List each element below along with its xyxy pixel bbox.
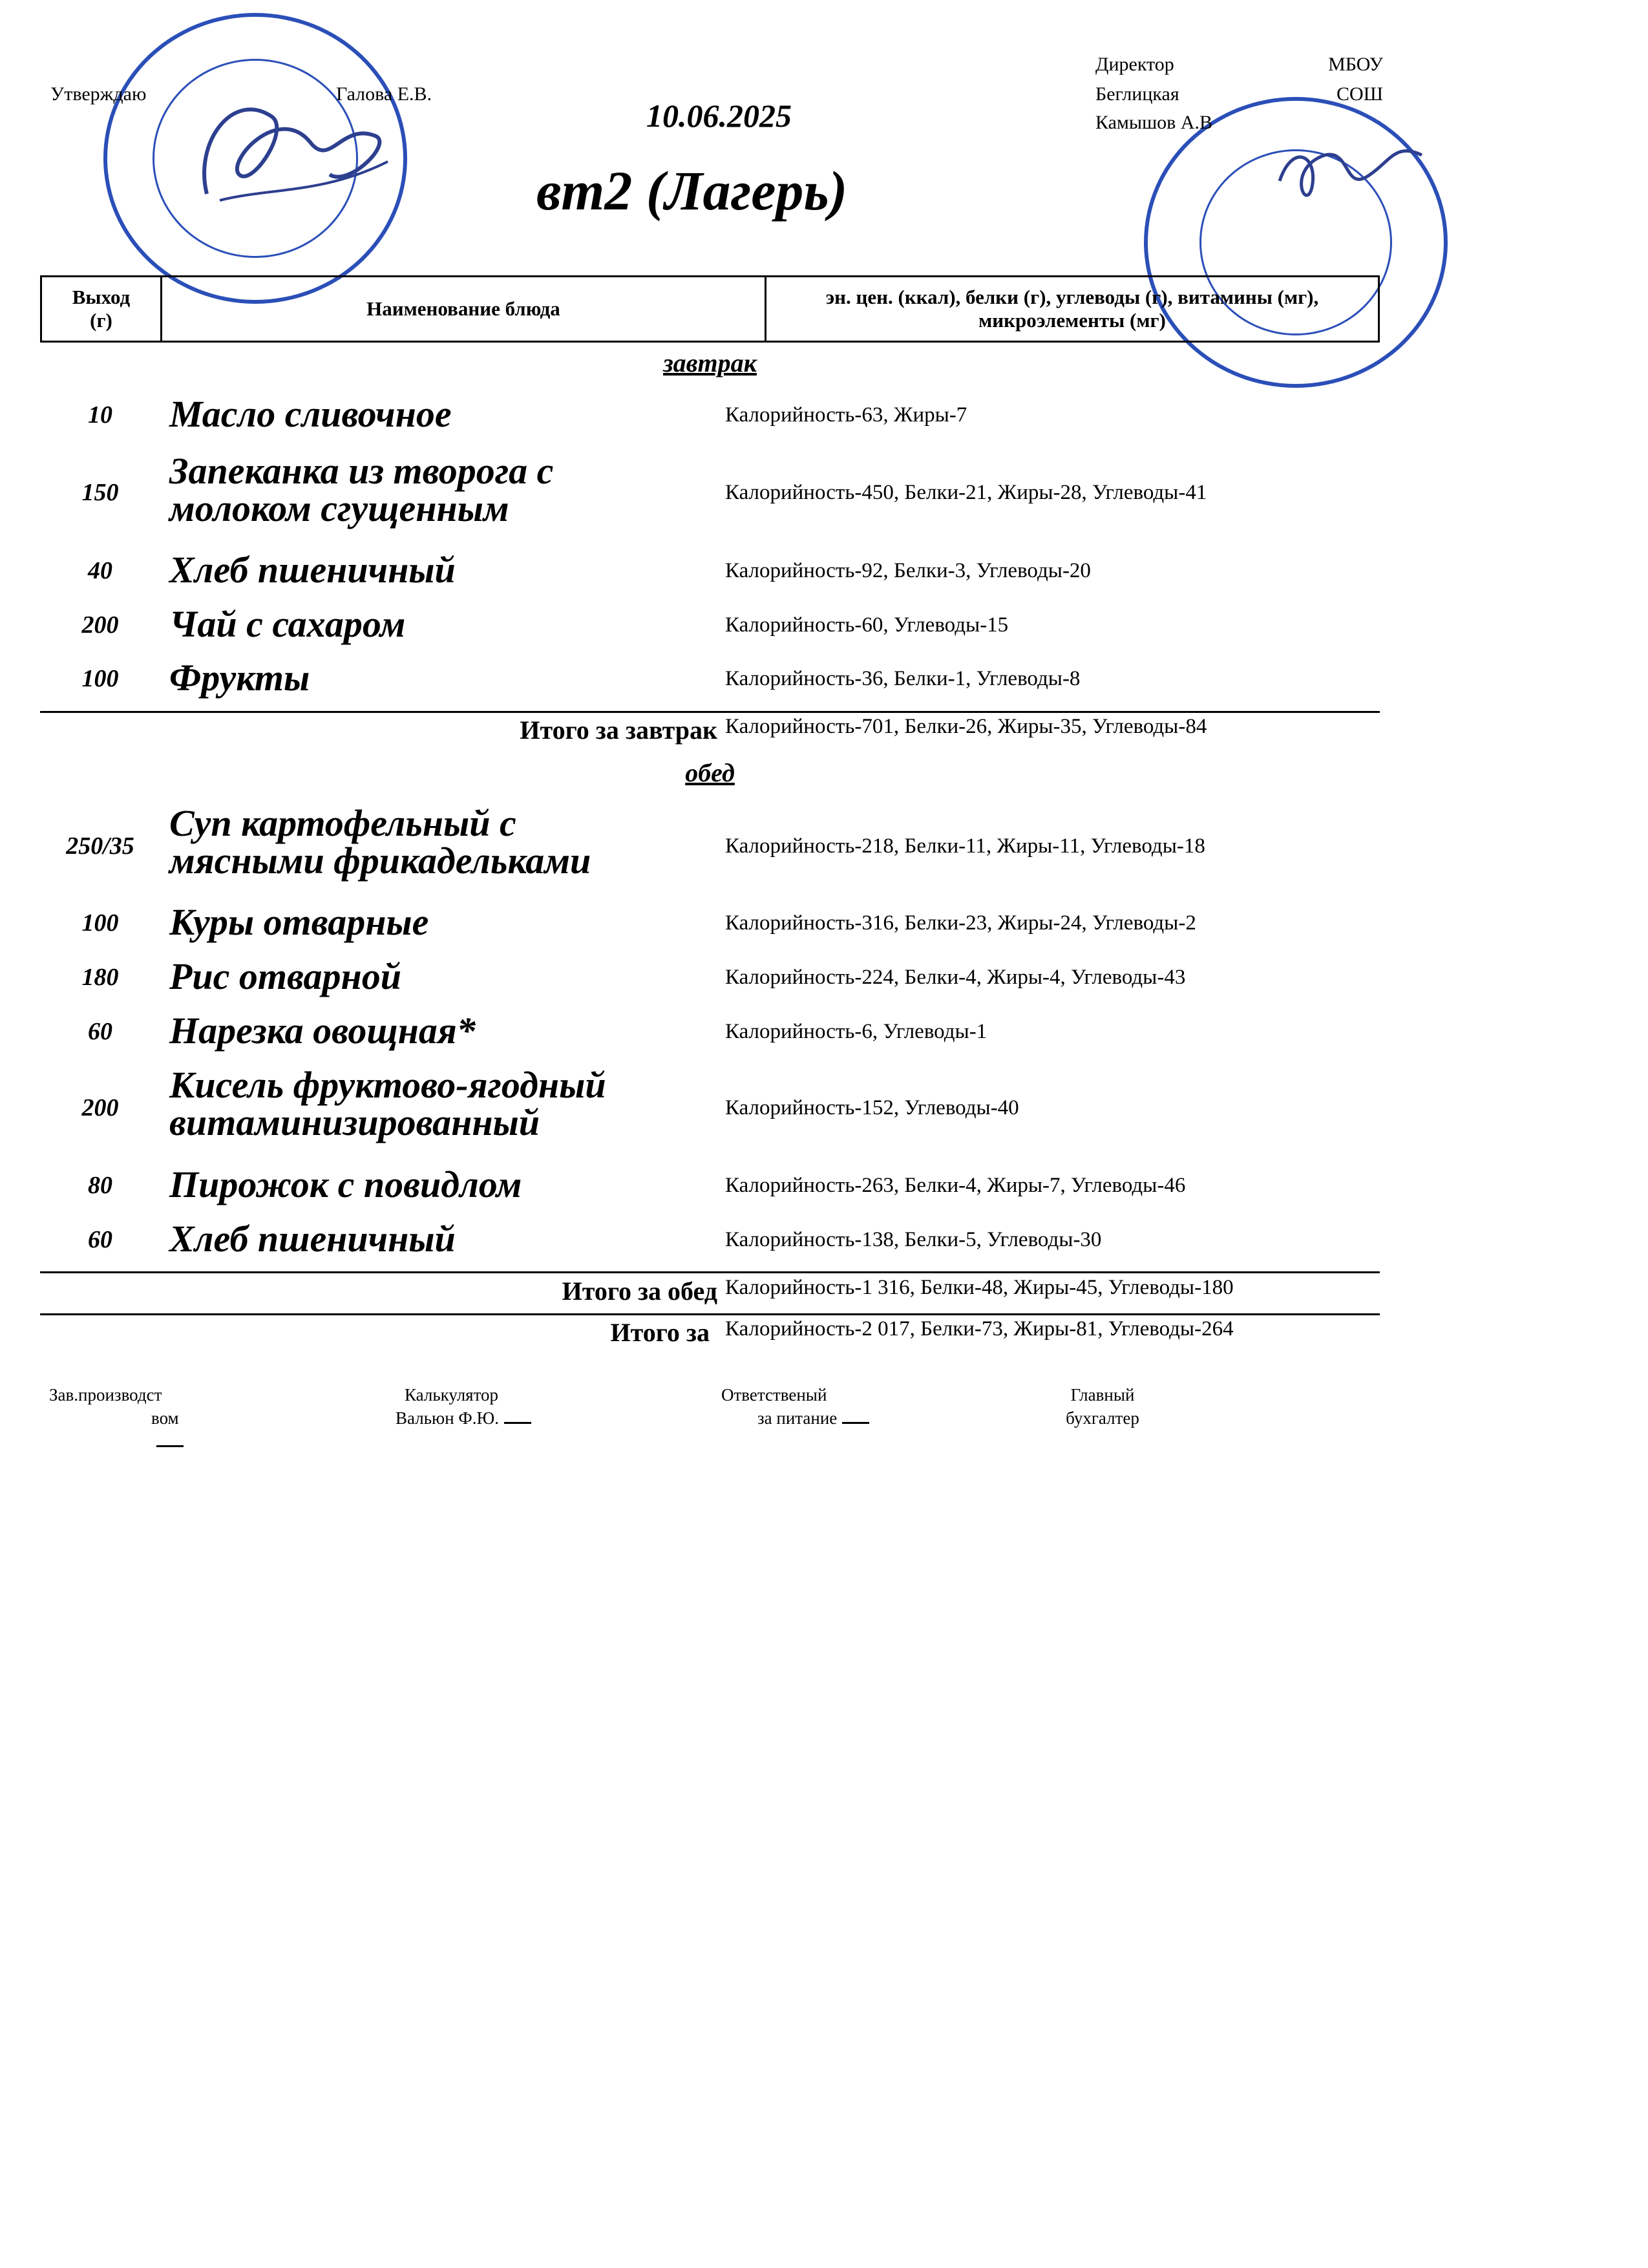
item-name: Пирожок с повидлом bbox=[169, 1163, 522, 1205]
right-signature bbox=[1267, 116, 1435, 220]
item-name: Суп картофельный с мясными фрикадельками bbox=[169, 802, 591, 882]
table-header bbox=[40, 275, 1380, 343]
item-weight: 200 bbox=[81, 1094, 119, 1121]
item-values: Калорийность-218, Белки-11, Жиры-11, Углеводы-18 bbox=[725, 834, 1205, 858]
col-name-header: Наименование блюда bbox=[162, 277, 766, 341]
section-title-breakfast: завтрак bbox=[663, 348, 757, 377]
item-name: Запеканка из творога с молоком сгущенным bbox=[169, 450, 554, 529]
production-head-signature bbox=[49, 1383, 204, 1453]
item-weight: 200 bbox=[81, 611, 119, 639]
item-values: Калорийность-152, Углеводы-40 bbox=[725, 1096, 1019, 1119]
item-weight: 60 bbox=[88, 1226, 112, 1253]
item-name: Нарезка овощная* bbox=[169, 1010, 476, 1052]
calculator-signature bbox=[396, 1383, 589, 1430]
item-values: Калорийность-36, Белки-1, Углеводы-8 bbox=[725, 667, 1081, 690]
item-name: Хлеб пшеничный bbox=[169, 1218, 456, 1260]
director-block bbox=[1095, 53, 1212, 134]
item-weight: 80 bbox=[88, 1172, 112, 1199]
item-weight: 10 bbox=[88, 401, 112, 429]
breakfast-total-values: Калорийность-701, Белки-26, Жиры-35, Углеводы-84 bbox=[725, 715, 1207, 738]
item-weight: 100 bbox=[81, 665, 119, 692]
menu-date: 10.06.2025 bbox=[646, 98, 792, 134]
item-weight: 40 bbox=[88, 557, 112, 584]
item-weight: 100 bbox=[81, 909, 119, 937]
accountant-line-1: Главный bbox=[1070, 1385, 1135, 1404]
accountant-line-2: бухгалтер bbox=[1066, 1408, 1139, 1428]
item-values: Калорийность-63, Жиры-7 bbox=[725, 403, 967, 427]
divider bbox=[40, 711, 1380, 713]
signature-line bbox=[156, 1431, 184, 1447]
director-line-3: Камышов А.В bbox=[1095, 112, 1213, 133]
signature-line bbox=[842, 1408, 869, 1424]
section-title-lunch: обед bbox=[685, 758, 735, 787]
calculator-line-1: Калькулятор bbox=[405, 1385, 499, 1404]
item-name: Чай с сахаром bbox=[169, 603, 406, 645]
approver-name: Галова Е.В. bbox=[336, 83, 432, 105]
item-values: Калорийность-6, Углеводы-1 bbox=[725, 1020, 988, 1043]
accountant-signature bbox=[1038, 1383, 1167, 1430]
director-line-2: Беглицкая bbox=[1095, 83, 1179, 105]
item-values: Калорийность-263, Белки-4, Жиры-7, Углеводы-46 bbox=[725, 1174, 1186, 1197]
approve-label: Утверждаю bbox=[50, 83, 147, 105]
divider bbox=[40, 1271, 1380, 1273]
production-head-line-1: Зав.производст bbox=[49, 1385, 162, 1404]
page-title: вт2 (Лагерь) bbox=[536, 160, 848, 222]
item-weight: 180 bbox=[81, 964, 119, 991]
item-name: Масло сливочное bbox=[169, 393, 452, 435]
item-name: Кисель фруктово-ягодный витаминизированный bbox=[169, 1064, 606, 1143]
item-name: Куры отварные bbox=[169, 901, 429, 943]
calculator-line-2: Вальюн Ф.Ю. bbox=[396, 1408, 499, 1428]
lunch-total-label: Итого за обед bbox=[562, 1277, 717, 1306]
item-name: Фрукты bbox=[169, 657, 310, 699]
divider bbox=[40, 1313, 1380, 1315]
responsible-line-2: за питание bbox=[757, 1408, 838, 1428]
col-values-header: эн. цен. (ккал), белки (г), углеводы (г), витамины (мг), микроэлементы (мг) bbox=[825, 286, 1319, 332]
col-weight-header: Выход (г) bbox=[42, 277, 162, 341]
lunch-total-values: Калорийность-1 316, Белки-48, Жиры-45, Углеводы-180 bbox=[725, 1276, 1234, 1299]
item-values: Калорийность-138, Белки-5, Углеводы-30 bbox=[725, 1228, 1102, 1251]
grand-total-label: Итого за bbox=[610, 1318, 710, 1347]
item-values: Калорийность-224, Белки-4, Жиры-4, Углеводы-43 bbox=[725, 966, 1186, 989]
item-values: Калорийность-92, Белки-3, Углеводы-20 bbox=[725, 559, 1091, 582]
item-weight: 60 bbox=[88, 1018, 112, 1045]
org-line-2: СОШ bbox=[1336, 83, 1383, 105]
org-line-1: МБОУ bbox=[1328, 54, 1383, 75]
item-values: Калорийность-316, Белки-23, Жиры-24, Углеводы-2 bbox=[725, 911, 1196, 935]
item-values: Калорийность-450, Белки-21, Жиры-28, Углеводы-41 bbox=[725, 481, 1207, 504]
item-weight: 150 bbox=[81, 479, 119, 506]
production-head-line-2: вом bbox=[151, 1408, 179, 1428]
org-block bbox=[1312, 53, 1383, 106]
breakfast-total-label: Итого за завтрак bbox=[520, 715, 717, 745]
item-name: Хлеб пшеничный bbox=[169, 549, 456, 591]
signature-line bbox=[504, 1408, 531, 1424]
item-weight: 250/35 bbox=[66, 832, 134, 860]
responsible-line-1: Ответственый bbox=[721, 1385, 827, 1404]
item-values: Калорийность-60, Углеводы-15 bbox=[725, 613, 1009, 637]
director-line-1: Директор bbox=[1095, 54, 1174, 75]
item-name: Рис отварной bbox=[169, 955, 402, 997]
responsible-signature bbox=[721, 1383, 915, 1430]
grand-total-values: Калорийность-2 017, Белки-73, Жиры-81, Углеводы-264 bbox=[725, 1317, 1234, 1341]
